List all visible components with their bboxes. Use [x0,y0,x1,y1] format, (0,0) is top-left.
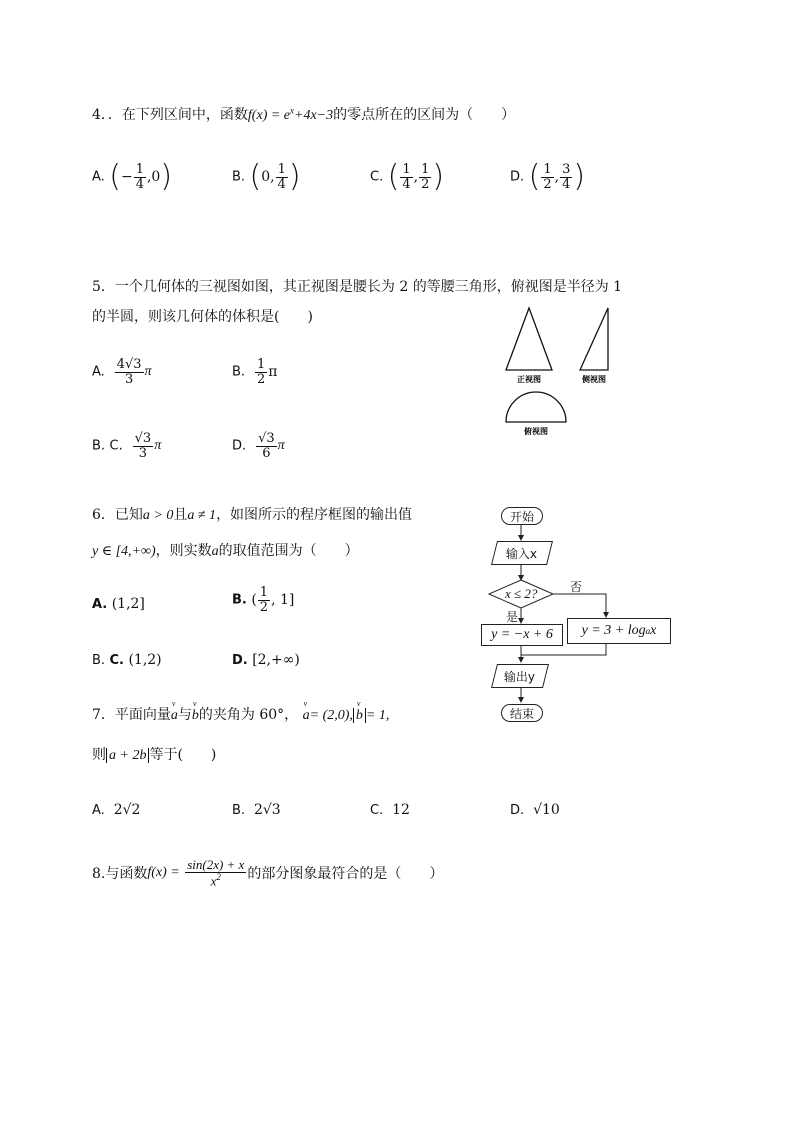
q5-stem-line1: 5．一个几何体的三视图如图，其正视图是腰长为 2 的等腰三角形，俯视图是半径为 1 [92,279,623,295]
top-view-label: 俯视图 [524,427,548,436]
q6-range: y ∈ [4,+∞) [92,544,156,559]
q8-stem: 8.与函数f(x) = $\frac{\sin(2x) + x}{x^2}$ 的部分图象最符合的是（ ） [92,857,444,888]
q7-norm-expression: a + 2b [106,748,149,763]
front-view-triangle [506,308,552,370]
flowchart-start: 开始 [501,507,543,525]
flowchart-output: 输出y [491,664,549,688]
q5-option-a: A. $\frac{4√3}{3}$ π [92,357,152,387]
q4-formula: $f(x) = e^x+4x-3$ [247,105,334,123]
flowchart-left-box: y = −x + 6 [481,624,563,646]
q4-text: ．在下列区间中，函数 [107,107,248,123]
q7-option-a: A. 2√2 [92,802,141,818]
q4-text-tail: 的零点所在的区间为（ ） [333,107,516,123]
q4-option-d: D. ( $\frac{1}{2}$ , $\frac{3}{4}$ ) [510,159,586,194]
flowchart-yes-label: 是 [506,610,519,624]
q7-option-c: C. 12 [370,802,410,818]
q7-option-d: D. √10 [510,802,560,818]
flowchart-input: 输入x [491,541,553,565]
q4-option-c: C. ( $\frac{1}{4}$ , $\frac{1}{2}$ ) [370,159,445,194]
q6-condition-1: a > 0 [142,508,174,523]
q7-option-b: B. 2√3 [232,802,281,818]
q7-stem-line1: 7．平面向量 v a与 v b的夹角为 60°， v a= (2,0), v b = 1, [92,699,390,723]
flowchart-right-box: y = 3 + log a x [567,618,671,644]
q6-option-c: B. C. (1,2) [92,652,162,668]
q6-stem-line2: y ∈ [4,+∞)，则实数a的取值范围为（ ） [92,543,359,559]
q7-stem-line2: 则 a + 2b 等于( ) [92,747,217,763]
side-view-triangle [580,308,608,370]
front-view-label: 正视图 [517,375,541,384]
q5-option-c: B. C. $\frac{√3}{3}$ π [92,431,162,461]
q5-option-d: D. $\frac{√3}{6}$ π [232,431,285,461]
q8-fraction: $\frac{\sin(2x) + x}{x^2}$ [187,857,245,888]
q6-stem-line1: 6．已知a > 0且a ≠ 1，如图所示的程序框图的输出值 [92,507,413,523]
flowchart-end: 结束 [501,704,543,722]
three-view-figure [498,302,618,442]
vector-a: v a [170,699,178,723]
side-view-label: 侧视图 [582,375,606,384]
q4-option-a: A. (− $\frac{1}{4}$ ,0) [92,159,173,194]
q5-option-b: B. $\frac{1}{2}$ π [232,357,278,387]
q6-condition-2: a ≠ 1 [187,508,217,523]
q4-number: 4． [92,107,108,123]
q5-stem-line2: 的半圆，则该几何体的体积是( ) [92,309,313,325]
flowchart-condition: x ≤ 2? [505,586,538,601]
q6-option-b: B. ( $\frac{1}{2}$ , 1] [232,585,295,615]
top-view-semicircle [506,392,566,422]
flowchart-no-label: 否 [570,580,583,594]
q6-option-a: A. (1,2] [92,596,145,612]
vector-b: v b [191,699,199,723]
q6-option-d: D. [2,+∞) [232,652,300,668]
q4-option-b: B. (0, $\frac{1}{4}$ ) [232,159,301,194]
q4-stem [92,104,515,124]
